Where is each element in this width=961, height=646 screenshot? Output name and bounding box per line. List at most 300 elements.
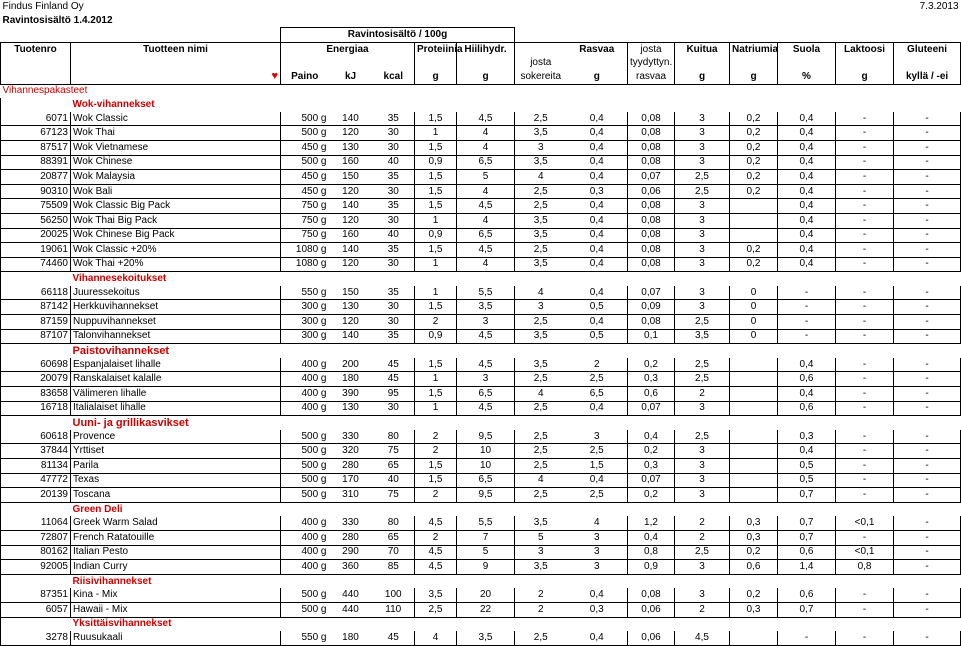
cell-kyll-ei: - [894,588,961,602]
cell-kyll-ei: - [894,545,961,560]
cell-g: 0,2 [730,184,778,199]
product-name: Indian Curry [71,560,281,575]
cell-g: 1,5 [415,170,457,185]
cell-g [730,228,778,243]
col-josta: josta [628,42,675,56]
cell-g: 3 [675,286,730,300]
cell-g: - [836,199,894,214]
cell-paino: 550 g [281,286,329,300]
cell--: 0,4 [778,213,836,228]
col-gluteeni: Gluteeni [894,42,961,56]
product-name: Välimeren lihalle [71,387,281,402]
cell-g: 2 [415,530,457,545]
cell-g: 2,5 [675,545,730,560]
product-name: Herkkuvihannekset [71,300,281,315]
cell-g: - [836,112,894,126]
cell--: 0,7 [778,602,836,617]
cell-rasvaa: 0,08 [628,126,675,141]
cell-g: 5 [457,170,515,185]
print-date: 7.3.2013 [919,0,959,12]
product-id: 37844 [1,444,71,459]
cell-rasvaa: 0,06 [628,184,675,199]
cell-sokereita: 2 [515,588,567,602]
cell-sokereita: 2,5 [515,243,567,258]
cell-paino: 500 g [281,588,329,602]
cell-g: 6,5 [567,387,628,402]
cell-kyll-ei: - [894,372,961,387]
cell-g: 4,5 [457,329,515,344]
col-natriumia: Natriumia [730,42,778,56]
cell-g: 3 [675,199,730,214]
cell-paino: 300 g [281,329,329,344]
cell-g: 4 [457,140,515,155]
cell-g: - [836,588,894,602]
cell-g: 0,2 [730,257,778,272]
cell-kcal: 75 [373,444,415,459]
cell-kyll-ei: - [894,112,961,126]
cell--: 0,5 [778,459,836,474]
cell-sokereita: 3,5 [515,560,567,575]
product-name: Toscana [71,488,281,503]
cell-g: 2,5 [675,315,730,330]
cell--: 0,4 [778,243,836,258]
product-id: 19061 [1,243,71,258]
col-josta-sokereita: josta [530,57,552,69]
unit-g-protein: g [415,70,457,84]
column-subheader-row [1,56,961,70]
cell-g: 0,4 [567,170,628,185]
unit-g-sodium: g [730,70,778,84]
group-label: Wok-vihannekset [72,98,155,110]
cell--: 0,4 [778,170,836,185]
cell-g: 0,2 [730,126,778,141]
cell-g: 4,5 [457,112,515,126]
cell--: 0,4 [778,112,836,126]
cell-g: 4 [457,126,515,141]
cell-paino: 1080 g [281,243,329,258]
cell-g [730,372,778,387]
cell-sokereita: 2,5 [515,430,567,444]
cell-kj: 140 [329,199,373,214]
unit-kylla-ei: kyllä / -ei [894,70,961,84]
cell-rasvaa: 0,2 [628,358,675,372]
cell-kj: 280 [329,530,373,545]
product-id: 20079 [1,372,71,387]
table-row [1,387,961,402]
cell-kj: 120 [329,213,373,228]
cell-kcal: 95 [373,387,415,402]
table-row [1,213,961,228]
cell-g: 10 [457,444,515,459]
cell-sokereita: 3,5 [515,213,567,228]
cell-paino: 750 g [281,213,329,228]
cell-g: 2,5 [567,488,628,503]
cell-kcal: 40 [373,155,415,170]
cell-g: 0,4 [567,243,628,258]
cell-kcal: 70 [373,545,415,560]
cell-g: - [836,315,894,330]
cell--: 0,4 [778,199,836,214]
cell-g: 3 [675,155,730,170]
cell-kyll-ei: - [894,300,961,315]
cell-sokereita: 3,5 [515,358,567,372]
cell-g: - [836,329,894,344]
table-row [1,286,961,300]
product-id: 6057 [1,602,71,617]
product-name: Talonvihannekset [71,329,281,344]
cell-g: 0,4 [567,286,628,300]
sheet-subtitle: Ravintosisältö / 100g [281,28,515,43]
cell-sokereita: 3,5 [515,257,567,272]
cell-kyll-ei: - [894,213,961,228]
product-name: Espanjalaiset lihalle [71,358,281,372]
cell-g: 1 [415,286,457,300]
cell-rasvaa: 0,07 [628,473,675,488]
unit-kj: kJ [329,70,373,84]
cell-sokereita: 2,5 [515,631,567,645]
table-row [1,358,961,372]
cell-g: - [836,430,894,444]
cell-g: 0,3 [730,516,778,530]
cell-rasvaa: 0,4 [628,430,675,444]
cell-g: 3,5 [415,588,457,602]
cell-g [730,387,778,402]
col-rasvaa: Rasvaa [567,42,628,56]
product-id: 11064 [1,516,71,530]
cell-g: - [836,126,894,141]
table-row [1,459,961,474]
table-row [1,300,961,315]
table-row [1,199,961,214]
cell-paino: 750 g [281,228,329,243]
cell-g: 0 [730,315,778,330]
cell-g: 3 [675,243,730,258]
cell-g: 4,5 [415,545,457,560]
header-row-subtitle [1,28,961,43]
cell-g: 1,5 [415,473,457,488]
product-name: Ranskalaiset kalalle [71,372,281,387]
cell-rasvaa: 0,08 [628,228,675,243]
cell-g: 4,5 [457,358,515,372]
cell-paino: 500 g [281,602,329,617]
table-row [1,243,961,258]
col-hiilihydr: Hiilihydr. [457,42,515,56]
cell-g: 4 [415,631,457,645]
cell-g: 0,4 [567,213,628,228]
cell-g: 3 [675,112,730,126]
cell--: 0,6 [778,588,836,602]
cell-paino: 400 g [281,358,329,372]
cell-kj: 280 [329,459,373,474]
cell-kyll-ei: - [894,530,961,545]
cell-kyll-ei: - [894,516,961,530]
cell-kj: 120 [329,257,373,272]
cell-g: 4,5 [415,560,457,575]
cell-kj: 310 [329,488,373,503]
unit-percent: % [778,70,836,84]
cell-g: 0,2 [730,588,778,602]
cell-g: 0,4 [567,112,628,126]
cell-kj: 200 [329,358,373,372]
unit-g-fat: g [567,70,628,84]
units-row [1,70,961,84]
cell-rasvaa: 0,08 [628,257,675,272]
group-label: Vihannesekoitukset [72,273,167,285]
cell-g: 0,2 [730,140,778,155]
cell-sokereita: 2,5 [515,315,567,330]
cell--: - [778,300,836,315]
cell-kcal: 85 [373,560,415,575]
cell-g [730,488,778,503]
cell-rasvaa: 0,07 [628,170,675,185]
cell-g: - [836,243,894,258]
cell-g: 3 [567,560,628,575]
cell-g: 4,5 [457,243,515,258]
cell-g: 0,2 [730,545,778,560]
cell-g: 1,5 [415,300,457,315]
cell-g: 7 [457,530,515,545]
cell--: 0,4 [778,444,836,459]
cell-g: 0,4 [567,155,628,170]
table-row [1,560,961,575]
cell-paino: 400 g [281,545,329,560]
cell-g: 0 [730,300,778,315]
cell-g: 1,5 [415,140,457,155]
cell--: 0,4 [778,358,836,372]
cell-g: 9 [457,560,515,575]
product-name: Hawaii - Mix [71,602,281,617]
cell-kcal: 100 [373,588,415,602]
group-header-row [1,98,961,112]
cell-g: 0,2 [730,170,778,185]
cell-g: - [836,459,894,474]
product-id: 80162 [1,545,71,560]
cell-sokereita: 3,5 [515,155,567,170]
cell-g: 1 [415,401,457,416]
product-id: 6071 [1,112,71,126]
cell-sokereita: 3 [515,545,567,560]
cell--: - [778,286,836,300]
cell-paino: 450 g [281,170,329,185]
col-proteiinia: Proteiinia [415,42,457,56]
product-name: Provence [71,430,281,444]
cell-g: 0,4 [567,228,628,243]
cell-g [730,459,778,474]
cell-rasvaa: 0,06 [628,631,675,645]
cell-kcal: 35 [373,286,415,300]
cell-g: 6,5 [457,228,515,243]
cell-g: 1,5 [415,459,457,474]
cell-g: 4,5 [675,631,730,645]
col-kuitua: Kuitua [675,42,730,56]
product-id: 87351 [1,588,71,602]
cell-kj: 150 [329,286,373,300]
cell-g [730,199,778,214]
cell-kj: 440 [329,602,373,617]
cell-g: 2 [675,602,730,617]
cell-rasvaa: 0,08 [628,243,675,258]
cell-kyll-ei: - [894,430,961,444]
cell--: 0,4 [778,155,836,170]
product-name: Juuressekoitus [71,286,281,300]
group-label: Paistovihannekset [72,345,170,358]
product-id: 87107 [1,329,71,344]
cell-sokereita: 2,5 [515,112,567,126]
cell-kyll-ei: - [894,155,961,170]
cell-kcal: 80 [373,516,415,530]
group-label: Yksittäisvihannekset [72,618,172,630]
cell-kyll-ei: - [894,401,961,416]
cell-rasvaa: 0,6 [628,387,675,402]
cell-g [730,401,778,416]
cell--: 0,4 [778,257,836,272]
cell-g: 0,3 [730,602,778,617]
cell-kj: 180 [329,631,373,645]
cell-paino: 400 g [281,401,329,416]
cell-rasvaa: 0,09 [628,300,675,315]
cell-rasvaa: 0,07 [628,401,675,416]
cell--: 0,5 [778,473,836,488]
cell-g: 1,5 [567,459,628,474]
cell-sokereita: 2,5 [515,372,567,387]
cell-g: 3 [675,401,730,416]
unit-rasvaa: rasvaa [628,70,675,84]
product-id: 60698 [1,358,71,372]
cell-paino: 400 g [281,387,329,402]
table-row [1,372,961,387]
product-name: Texas [71,473,281,488]
cell-g: 4 [457,257,515,272]
cell-sokereita: 2 [515,602,567,617]
cell-kyll-ei: - [894,257,961,272]
product-name: Parila [71,459,281,474]
cell-g: 1,5 [415,112,457,126]
cell-kyll-ei: - [894,228,961,243]
cell-g: 1,5 [415,184,457,199]
cell-g: 2 [675,387,730,402]
cell-kj: 360 [329,560,373,575]
cell-g: - [836,473,894,488]
cell-paino: 500 g [281,126,329,141]
cell-g [730,358,778,372]
product-id: 87142 [1,300,71,315]
cell-kcal: 35 [373,112,415,126]
cell-sokereita: 3 [515,300,567,315]
cell-g [730,430,778,444]
cell-paino: 1080 g [281,257,329,272]
cell-kcal: 30 [373,126,415,141]
product-name: Greek Warm Salad [71,516,281,530]
cell-g: 5,5 [457,286,515,300]
cell-paino: 500 g [281,430,329,444]
group-label: Uuni- ja grillikasvikset [72,417,189,430]
cell-g: 3 [567,545,628,560]
cell-rasvaa: 0,06 [628,602,675,617]
cell-g: 0,3 [567,602,628,617]
cell-g: - [836,213,894,228]
cell-kcal: 30 [373,140,415,155]
cell-g: 2,5 [675,372,730,387]
cell-rasvaa: 0,07 [628,286,675,300]
product-id: 83658 [1,387,71,402]
cell-g: 3 [675,213,730,228]
cell-kcal: 45 [373,631,415,645]
cell-g: 2 [415,430,457,444]
cell-kj: 130 [329,300,373,315]
cell-g: 3 [675,588,730,602]
cell-g [730,631,778,645]
cell-rasvaa: 0,08 [628,213,675,228]
group-label: Green Deli [72,503,123,515]
product-name: Wok Thai Big Pack [71,213,281,228]
cell-g: 3 [675,228,730,243]
cell-kyll-ei: - [894,243,961,258]
cell-g: 0,6 [730,560,778,575]
cell-kyll-ei: - [894,315,961,330]
cell--: - [778,631,836,645]
cell-g: 0,4 [567,257,628,272]
cell-g: - [836,602,894,617]
cell-g: 0,9 [415,329,457,344]
cell-g: 1,5 [415,243,457,258]
cell-g: 6,5 [457,155,515,170]
cell-sokereita: 2,5 [515,199,567,214]
table-row [1,112,961,126]
unit-g-fiber: g [675,70,730,84]
cell-rasvaa: 0,3 [628,459,675,474]
cell-g: 9,5 [457,430,515,444]
product-name: Kina - Mix [71,588,281,602]
cell-rasvaa: 0,2 [628,488,675,503]
cell-kyll-ei: - [894,488,961,503]
cell-rasvaa: 0,3 [628,372,675,387]
product-id: 56250 [1,213,71,228]
cell-g: 0,2 [730,243,778,258]
product-name: Nuppuvihannekset [71,315,281,330]
col-laktoosi: Laktoosi [836,42,894,56]
cell-g: 9,5 [457,488,515,503]
cell-g: 0,9 [415,155,457,170]
cell-rasvaa: 0,8 [628,545,675,560]
cell-g: - [836,155,894,170]
cell-kcal: 35 [373,170,415,185]
table-row [1,588,961,602]
header-row-title [1,14,961,28]
table-row [1,329,961,344]
cell-paino: 300 g [281,300,329,315]
cell-rasvaa: 0,1 [628,329,675,344]
cell-g: 6,5 [457,473,515,488]
cell-sokereita: 3,5 [515,228,567,243]
cell-paino: 500 g [281,444,329,459]
cell-g: 2 [675,516,730,530]
cell-kcal: 45 [373,358,415,372]
cell-rasvaa: 0,08 [628,199,675,214]
cell-kj: 140 [329,329,373,344]
cell-kyll-ei: - [894,387,961,402]
cell-kj: 140 [329,243,373,258]
cell-g: 2,5 [675,358,730,372]
cell-g: 3 [675,459,730,474]
cell-g: - [836,170,894,185]
cell-sokereita: 3 [515,140,567,155]
cell--: 0,4 [778,126,836,141]
product-name: Wok Classic Big Pack [71,199,281,214]
cell-kcal: 80 [373,430,415,444]
cell--: 0,4 [778,184,836,199]
cell-g: 3,5 [675,329,730,344]
col-suola: Suola [778,42,836,56]
